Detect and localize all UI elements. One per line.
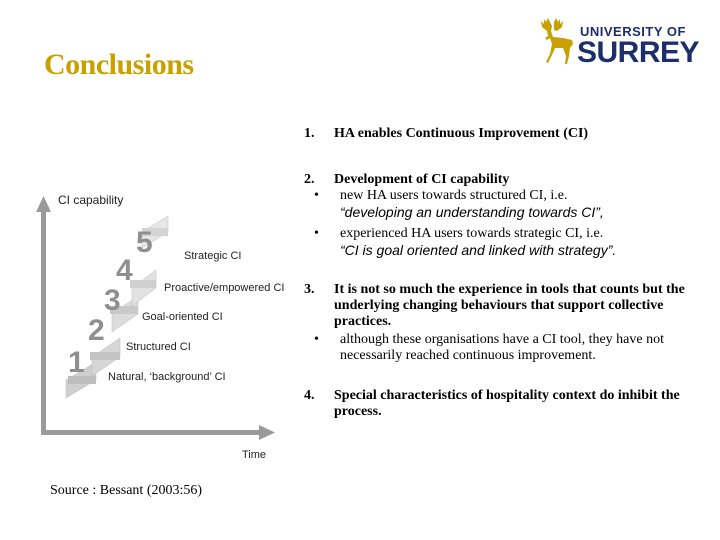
step-label-3: Goal-oriented CI: [142, 311, 223, 323]
conclusion-item-4: [304, 388, 700, 420]
logo-text-line1: UNIVERSITY OF: [580, 24, 686, 39]
bullet-icon: •: [314, 226, 319, 241]
sub-quote: “CI is goal oriented and linked with strategy”.: [340, 242, 617, 258]
conclusion-list: [304, 126, 700, 420]
sub-bullet: [304, 188, 700, 222]
x-axis-label: Time: [242, 449, 267, 461]
item-number: 4.: [304, 388, 315, 403]
bullet-icon: •: [314, 332, 319, 347]
step-label-4: Proactive/empowered CI: [164, 282, 285, 294]
conclusion-item-2: [304, 172, 700, 188]
sub-bullet: [304, 226, 700, 260]
item-text: Special characteristics of hospitality context do inhibit the process.: [334, 388, 680, 419]
sub-text: experienced HA users towards strategic CI, i.e.: [340, 226, 604, 241]
item-text: HA enables Continuous Improvement (CI): [334, 126, 589, 141]
step-number-3: 3: [104, 284, 121, 317]
slide-title: Conclusions: [44, 48, 194, 81]
item-number: 2.: [304, 172, 315, 187]
sub-text: although these organisations have a CI tool, they have not necessarily reached continuous improvement.: [340, 332, 665, 363]
step-number-1: 1: [68, 346, 85, 379]
item-number: 3.: [304, 282, 315, 297]
item-text: It is not so much the experience in tools that counts but the underlying changing behaviours that support collective practices.: [334, 282, 685, 329]
logo-text-line2: SURREY: [577, 36, 700, 69]
bullet-icon: •: [314, 188, 319, 203]
sub-bullet: [304, 332, 700, 364]
stag-icon: [536, 18, 578, 70]
source-citation: Source : Bessant (2003:56): [50, 483, 203, 498]
step-number-5: 5: [136, 226, 153, 259]
step-number-4: 4: [116, 254, 133, 287]
y-axis-arrow: [36, 196, 51, 435]
conclusion-item-1: [304, 126, 700, 142]
step-label-5: Strategic CI: [184, 250, 242, 262]
step-label-2: Structured CI: [126, 341, 191, 353]
item-number: 1.: [304, 126, 315, 141]
y-axis-label: CI capability: [58, 193, 124, 207]
sub-quote: “developing an understanding towards CI”,: [340, 204, 604, 220]
ci-capability-diagram: [30, 180, 300, 465]
x-axis-arrow: [41, 425, 275, 440]
step-label-1: Natural, ‘background’ CI: [108, 371, 226, 383]
item-text: Development of CI capability: [334, 172, 510, 187]
conclusion-item-3: [304, 282, 700, 330]
sub-text: new HA users towards structured CI, i.e.: [340, 188, 568, 203]
step-number-2: 2: [88, 314, 105, 347]
university-logo: [536, 18, 701, 78]
